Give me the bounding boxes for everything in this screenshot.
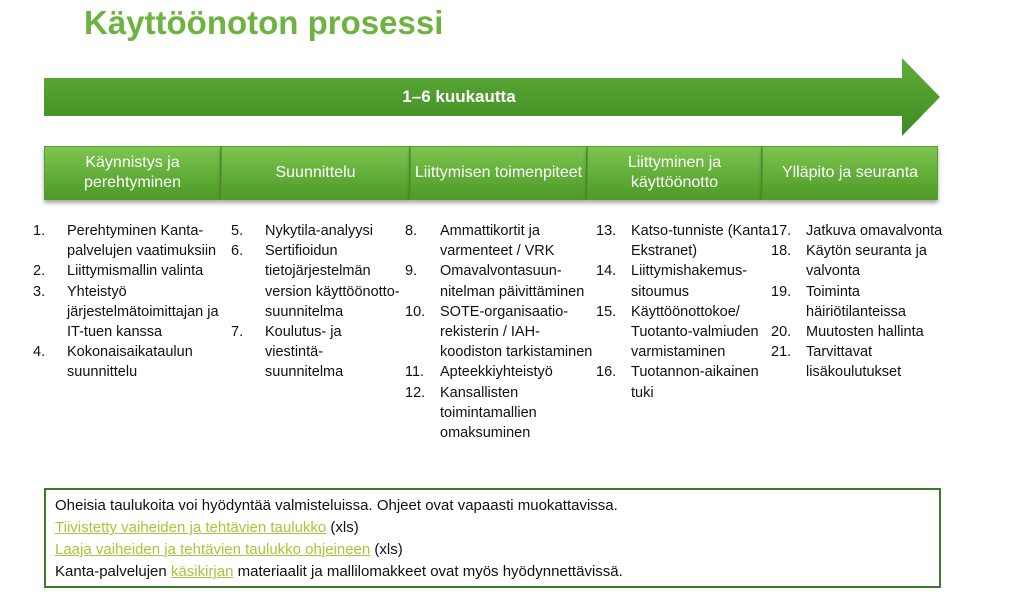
handbook-link[interactable]: käsikirjan	[170, 563, 234, 580]
list-item: 5. Nykytila-analyysi	[231, 223, 373, 239]
task-column-2	[231, 221, 401, 383]
phase-maintenance: Ylläpito ja seuranta	[762, 146, 938, 200]
list-item: 6. Sertifioidun tietojärjestelmän version käyttöönotto-suunnitelma	[231, 243, 400, 320]
task-column-3	[405, 221, 593, 443]
list-item: 3. Yhteistyö järjestelmätoimittajan ja IT-tuen kanssa	[33, 283, 219, 341]
list-item: 12. Kansallisten toimintamallien omaksuminen	[405, 384, 537, 442]
list-item: 10. SOTE-organisaatio-rekisterin / IAH-koodiston tarkistaminen	[405, 303, 593, 361]
condensed-table-link[interactable]: Tiivistetty vaiheiden ja tehtävien taulukko	[55, 519, 327, 536]
info-box	[44, 488, 941, 588]
timeline-arrow	[44, 58, 940, 136]
info-line: Tiivistetty vaiheiden ja tehtävien taulukko (xls)	[55, 519, 359, 536]
list-item: 13. Katso-tunniste (Kanta Ekstranet)	[596, 223, 771, 260]
list-item: 8. Ammattikortit ja varmenteet / VRK	[405, 223, 555, 260]
list-item: 1. Perehtyminen Kanta-palvelujen vaatimuksiin	[33, 223, 217, 260]
task-column-1	[33, 221, 231, 383]
list-item: 20. Muutosten hallinta	[771, 324, 924, 341]
list-item: 17. Jatkuva omavalvonta	[771, 223, 943, 239]
list-item: 9. Omavalvontasuun-nitelman päivittäminen	[405, 263, 585, 300]
list-item: 11. Apteekkiyhteistyö	[405, 364, 553, 381]
info-line: Kanta-palvelujen käsikirjan materiaalit ja mallilomakkeet ovat myös hyödynnettävissä.	[55, 563, 623, 580]
list-item: 15. Käyttöönottokoe/ Tuotanto-valmiuden varmistaminen	[596, 303, 759, 361]
list-item: 2. Liittymismallin valinta	[33, 263, 204, 280]
task-column-4	[596, 221, 771, 403]
list-item: 4. Kokonaisaikataulun suunnittelu	[33, 344, 193, 381]
list-item: 19. Toiminta häiriötilanteissa	[771, 283, 906, 320]
extended-table-link[interactable]: Laaja vaiheiden ja tehtävien taulukko ohjeineen	[55, 541, 371, 558]
list-item: 16. Tuotannon-aikainen tuki	[596, 364, 759, 401]
page-title: Käyttöönoton prosessi	[84, 4, 444, 41]
duration-label: 1–6 kuukautta	[402, 87, 516, 106]
phase-connection-deployment: Liittyminen ja käyttöönotto	[587, 146, 762, 200]
info-line: Oheisia taulukoita voi hyödyntää valmisteluissa. Ohjeet ovat vapaasti muokattavissa.	[55, 497, 618, 514]
list-item: 7. Koulutus- ja viestintä-suunnitelma	[231, 324, 344, 381]
task-column-5	[771, 221, 946, 383]
info-line: Laaja vaiheiden ja tehtävien taulukko ohjeineen (xls)	[55, 541, 403, 558]
list-item: 21. Tarvittavat lisäkoulutukset	[771, 344, 902, 381]
phase-planning: Suunnittelu	[221, 146, 410, 200]
phase-startup: Käynnistys ja perehtyminen	[44, 146, 221, 200]
list-item: 14. Liittymishakemus-sitoumus	[596, 263, 748, 300]
list-item: 18. Käytön seuranta ja valvonta	[771, 243, 927, 280]
phase-bar	[44, 146, 938, 200]
phase-connection-measures: Liittymisen toimenpiteet	[410, 146, 587, 200]
